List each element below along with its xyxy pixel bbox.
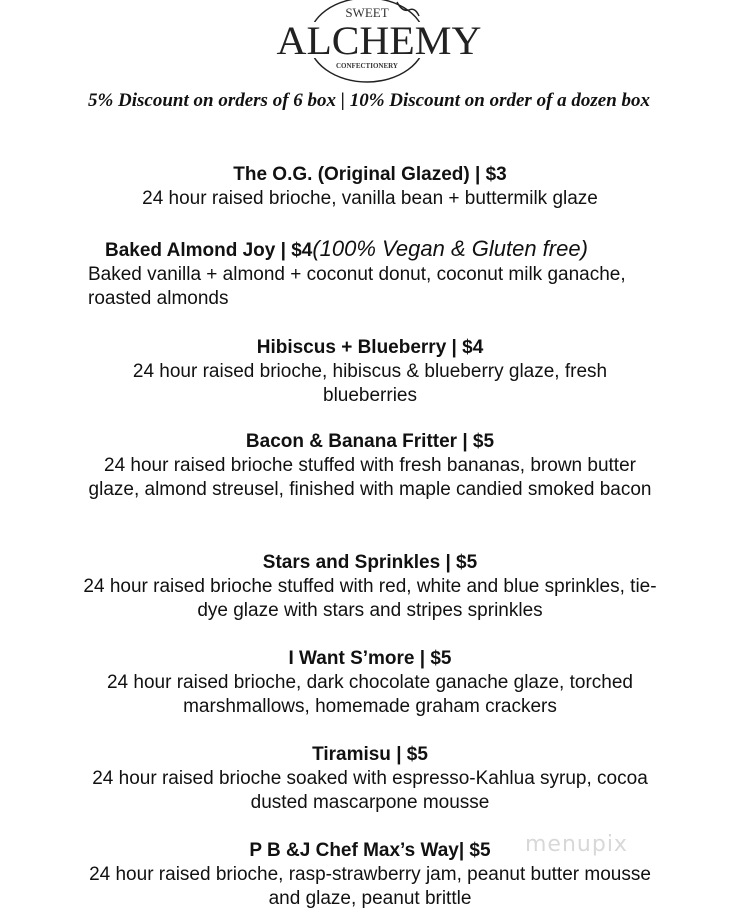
menu-item — [70, 430, 670, 502]
item-description: 24 hour raised brioche stuffed with fresh bananas, brown butter glaze, almond streusel, finished with maple candied smoked bacon — [88, 455, 652, 500]
menu-item — [70, 647, 670, 719]
discount-notice: 5% Discount on orders of 6 box | 10% Discount on order of a dozen box — [87, 90, 651, 111]
item-title: Bacon & Banana Fritter | $5 — [245, 431, 495, 452]
menu-item — [70, 163, 670, 211]
item-title: P B &J Chef Max’s Way| $5 — [249, 840, 491, 861]
menu-item — [88, 237, 688, 311]
item-title: I Want S’more | $5 — [288, 648, 452, 669]
menu-item — [70, 743, 670, 815]
item-description: 24 hour raised brioche, rasp-strawberry jam, peanut butter mousse and glaze, peanut brittle — [89, 864, 651, 909]
item-title-row — [88, 237, 588, 263]
svg-text:ALCHEMY: ALCHEMY — [276, 18, 482, 63]
item-title: Baked Almond Joy | $4 — [105, 240, 313, 261]
item-title: Stars and Sprinkles | $5 — [262, 552, 478, 573]
item-title: The O.G. (Original Glazed) | $3 — [233, 164, 507, 185]
item-description: 24 hour raised brioche stuffed with red, white and blue sprinkles, tie-dye glaze with stars and stripes sprinkles — [83, 576, 657, 621]
sweet-alchemy-logo — [272, 0, 487, 85]
item-note: (100% Vegan & Gluten free) — [312, 236, 588, 261]
svg-text:CONFECTIONERY: CONFECTIONERY — [336, 62, 398, 70]
item-description: 24 hour raised brioche, vanilla bean + buttermilk glaze — [142, 188, 598, 209]
item-description: Baked vanilla + almond + coconut donut, coconut milk ganache, roasted almonds — [88, 264, 626, 309]
item-description: 24 hour raised brioche, dark chocolate ganache glaze, torched marshmallows, homemade graham crackers — [106, 672, 633, 717]
watermark: menupix — [525, 832, 628, 857]
menu-item — [70, 551, 670, 623]
svg-text:SWEET: SWEET — [345, 5, 389, 20]
menu-item — [70, 336, 670, 408]
item-description: 24 hour raised brioche, hibiscus & blueberry glaze, fresh blueberries — [132, 361, 608, 406]
item-description: 24 hour raised brioche soaked with espresso-Kahlua syrup, cocoa dusted mascarpone mousse — [92, 768, 648, 813]
item-title: Hibiscus + Blueberry | $4 — [256, 337, 484, 358]
item-title: Tiramisu | $5 — [312, 744, 428, 765]
